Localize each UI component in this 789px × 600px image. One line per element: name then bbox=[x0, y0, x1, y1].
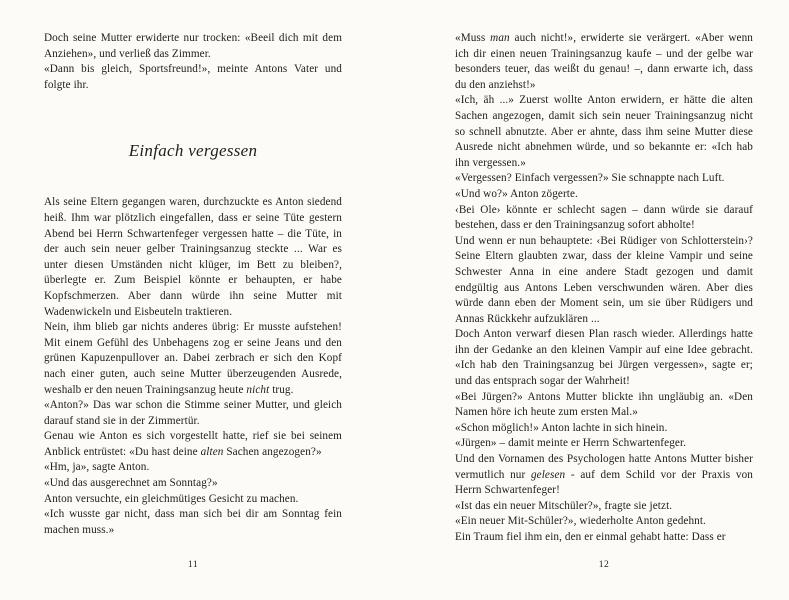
paragraph: Anton versuchte, ein gleichmütiges Gesicht zu machen. bbox=[44, 492, 299, 505]
left-page-text-column bbox=[44, 31, 342, 538]
paragraph: «Jürgen» – damit meinte er Herrn Schwartenfeger. bbox=[455, 437, 687, 450]
right-page-text-column bbox=[455, 31, 753, 546]
paragraph: Ein Traum fiel ihm ein, den er einmal gehabt hatte: Dass er bbox=[455, 531, 726, 543]
paragraph: «Vergessen? Einfach vergessen?» Sie schnappte nach Luft. bbox=[455, 172, 725, 185]
paragraph: «Hm, ja», sagte Anton. bbox=[44, 461, 150, 474]
paragraph: «Bei Jürgen?» Antons Mutter blickte ihn ungläubig an. «Den Namen höre ich heute zum ersten Mal.» bbox=[455, 390, 753, 419]
paragraph: «Ich wusste gar nicht, dass man sich bei dir am Sonntag fein machen muss.» bbox=[44, 508, 342, 536]
paragraph: «Ein neuer Mit-Schüler?», wiederholte Anton gedehnt. bbox=[455, 515, 706, 528]
paragraph: «Muss man auch nicht!», erwiderte sie verärgert. «Aber wenn ich dir einen neuen Trainingsanzug kaufe – und der gelbe war besonders teuer, das weißt du genau! –, dann erwarte ich, dass du den anziehst!» bbox=[455, 32, 753, 91]
paragraph: Und den Vornamen des Psychologen hatte Antons Mutter bisher vermutlich nur gelesen - auf dem Schild vor der Praxis von Herrn Schwartenfeger! bbox=[455, 453, 753, 497]
left-page-number: 11 bbox=[187, 560, 199, 570]
paragraph: Doch seine Mutter erwiderte nur trocken: «Beeil dich mit dem Anziehen», und verließ das Zimmer. bbox=[44, 32, 342, 60]
paragraph: «Und wo?» Anton zögerte. bbox=[455, 187, 578, 200]
right-page-number: 12 bbox=[598, 560, 610, 570]
paragraph: «Ich, äh ...» Zuerst wollte Anton erwidern, er hätte die alten Sachen angezogen, damit sich sein neuer Trainingsanzug nicht so schnell abnutzte. Aber er ahnte, dass ihm seine Mutter diese Ausrede nicht abnehmen würde, und so bekannte er: «Ich hab ihn vergessen.» bbox=[455, 94, 753, 169]
paragraph: «Ist das ein neuer Mitschüler?», fragte sie jetzt. bbox=[455, 499, 673, 512]
paragraph: «Schon möglich!» Anton lachte in sich hinein. bbox=[455, 421, 668, 434]
paragraph: ‹Bei Ole› könnte er schlecht sagen – dann würde sie darauf bestehen, dass er den Trainingsanzug sofort abholte! bbox=[455, 203, 753, 232]
paragraph: «Und das ausgerechnet am Sonntag?» bbox=[44, 477, 218, 490]
paragraph: «Dann bis gleich, Sportsfreund!», meinte Antons Vater und folgte ihr. bbox=[44, 63, 342, 91]
paragraph: Nein, ihm blieb gar nichts anderes übrig: Er musste aufstehen! Mit einem Gefühl des Unbehagens zog er seine Jeans und den grünen Kapuzenpullover an. Dabei zerbrach er sich den Kopf nach einer guten, auch seine Mutter überzeugenden Ausrede, weshalb er den neuen Trainingsanzug heute nicht trug. bbox=[44, 321, 342, 396]
paragraph: Und wenn er nun behauptete: ‹Bei Rüdiger von Schlotterstein›? Seine Eltern glaubten zwar, dass der kleine Vampir und seine Schwester Anna in eine andere Stadt gezogen und damit endgültig aus Antons Leben verschwunden wären. Aber dies würde dann eben der Moment sein, um sie über Rüdigers und Annas Rückkehr aufzuklären ... bbox=[455, 234, 753, 325]
chapter-heading: Einfach vergessen bbox=[128, 141, 258, 161]
paragraph: Doch Anton verwarf diesen Plan rasch wieder. Allerdings hatte ihn der Gedanke an den kleinen Vampir auf eine Idee gebracht. «Ich hab den Trainingsanzug bei Jürgen vergessen», sagte er; und das entsprach sogar der Wahrheit! bbox=[455, 328, 753, 388]
paragraph: Genau wie Anton es sich vorgestellt hatte, rief sie bei seinem Anblick entrüstet: «Du hast deine alten Sachen angezogen?» bbox=[44, 430, 342, 458]
paragraph: Als seine Eltern gegangen waren, durchzuckte es Anton siedend heiß. Ihm war plötzlich eingefallen, dass er seine Tüte gestern Abend bei Herrn Schwartenfeger vergessen hatte – die Tüte, in der auch sein neuer gelber Trainingsanzug steckte ... War es unter diesen Umständen nicht klüger, im Bett zu bleiben?, überlegte er. Zum Beispiel könnte er behaupten, er habe Kopfschmerzen. Aber dann würde ihn seine Mutter mit Wadenwickeln und Eisbeuteln traktieren. bbox=[44, 196, 342, 318]
paragraph: «Anton?» Das war schon die Stimme seiner Mutter, und gleich darauf stand sie in der Zimmertür. bbox=[44, 399, 342, 427]
